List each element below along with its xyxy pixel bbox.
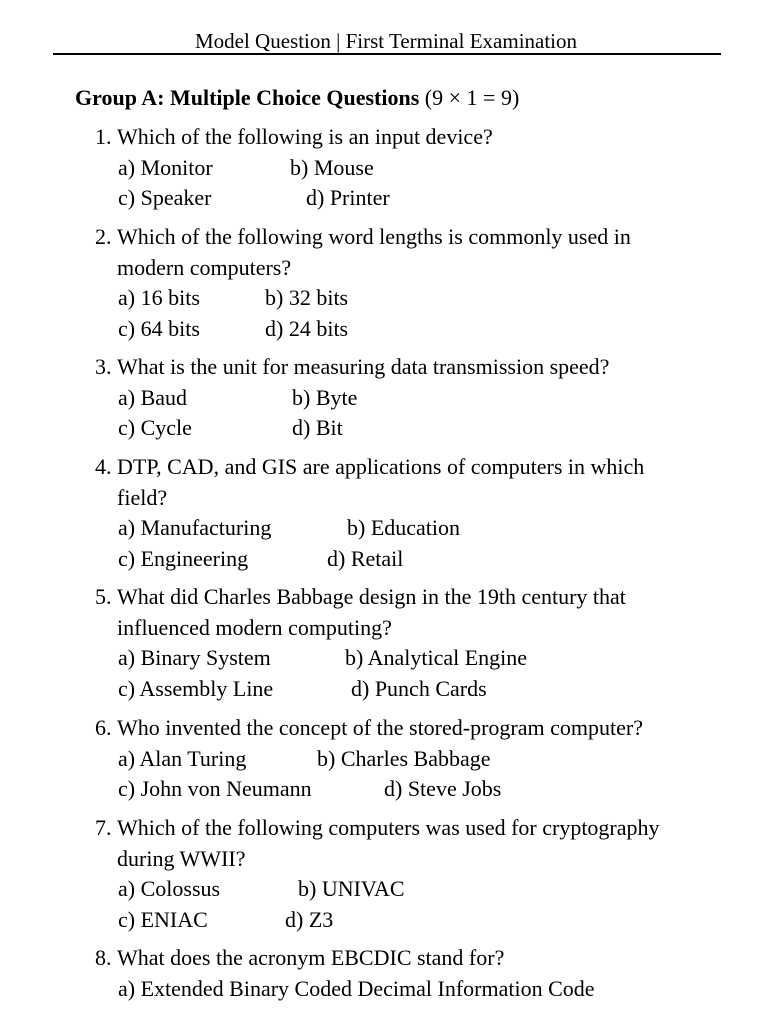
answer-option: a) 16 bits bbox=[118, 285, 200, 310]
question-number bbox=[95, 844, 117, 875]
question-text-line bbox=[95, 122, 715, 153]
question-number: 2. bbox=[95, 224, 112, 249]
question-text-line bbox=[95, 483, 715, 514]
question-number: 3. bbox=[95, 354, 112, 379]
question-text: Which of the following computers was used for cryptography bbox=[117, 815, 660, 840]
answer-option: c) John von Neumann bbox=[118, 776, 312, 801]
question-text: DTP, CAD, and GIS are applications of computers in which bbox=[117, 454, 645, 479]
answer-option: c) ENIAC bbox=[118, 906, 208, 932]
options-row bbox=[95, 544, 715, 575]
question-text: Which of the following is an input device? bbox=[117, 124, 493, 149]
section-heading bbox=[75, 84, 519, 112]
options-row bbox=[95, 153, 715, 184]
question-text-line bbox=[95, 452, 715, 483]
answer-option: b) Education bbox=[347, 515, 461, 540]
question-text: Which of the following word lengths is commonly used in bbox=[117, 224, 631, 249]
question-text-line bbox=[95, 613, 715, 644]
answer-option: a) Monitor bbox=[118, 154, 213, 180]
question-number: 7. bbox=[95, 815, 112, 840]
options-row bbox=[95, 643, 715, 674]
answer-option: a) Colossus bbox=[118, 876, 221, 901]
question-number: 5. bbox=[95, 584, 112, 609]
answer-option: d) Punch Cards bbox=[351, 675, 487, 701]
question-text-line bbox=[95, 253, 715, 284]
options-row bbox=[95, 974, 715, 1005]
question-number: 1. bbox=[95, 124, 112, 149]
question-text: field? bbox=[117, 484, 168, 510]
options-row bbox=[95, 183, 715, 214]
answer-option: a) Extended Binary Coded Decimal Information Code bbox=[118, 975, 595, 1001]
options-row bbox=[95, 513, 715, 544]
question-text-line bbox=[95, 222, 715, 253]
answer-option: b) Byte bbox=[292, 384, 358, 410]
question-number bbox=[95, 483, 117, 514]
answer-option: c) 64 bits bbox=[118, 315, 200, 341]
answer-option: c) Cycle bbox=[118, 415, 192, 440]
options-row bbox=[95, 744, 715, 775]
section-marks: (9 × 1 = 9) bbox=[424, 85, 520, 110]
question-text-line bbox=[95, 813, 715, 844]
options-row bbox=[95, 774, 715, 805]
question-2 bbox=[95, 222, 715, 344]
answer-option: b) Charles Babbage bbox=[317, 745, 491, 771]
question-8 bbox=[95, 943, 715, 1004]
question-text: What does the acronym EBCDIC stand for? bbox=[117, 945, 505, 970]
options-row bbox=[95, 874, 715, 905]
question-text: modern computers? bbox=[117, 254, 292, 280]
answer-option: a) Manufacturing bbox=[118, 515, 272, 540]
question-text-line bbox=[95, 582, 715, 613]
options-row bbox=[95, 383, 715, 414]
options-row bbox=[95, 314, 715, 345]
options-row bbox=[95, 674, 715, 705]
section-title: Group A: Multiple Choice Questions bbox=[75, 85, 420, 110]
answer-option: d) Z3 bbox=[285, 906, 334, 932]
question-number: 8. bbox=[95, 945, 112, 970]
question-text-line bbox=[95, 352, 715, 383]
question-5 bbox=[95, 582, 715, 704]
answer-option: b) Analytical Engine bbox=[345, 645, 528, 670]
header-divider bbox=[53, 53, 721, 55]
question-text-line bbox=[95, 943, 715, 974]
question-number: 4. bbox=[95, 454, 112, 479]
answer-option: a) Baud bbox=[118, 384, 188, 410]
question-number bbox=[95, 253, 117, 284]
question-4 bbox=[95, 452, 715, 574]
answer-option: a) Binary System bbox=[118, 645, 271, 670]
answer-option: a) Alan Turing bbox=[118, 745, 247, 771]
answer-option: d) 24 bits bbox=[265, 315, 349, 341]
answer-option: b) 32 bits bbox=[265, 285, 349, 310]
question-number bbox=[95, 613, 117, 644]
question-text-line bbox=[95, 844, 715, 875]
options-row bbox=[95, 413, 715, 444]
answer-option: d) Retail bbox=[327, 545, 404, 571]
question-7 bbox=[95, 813, 715, 935]
question-text: during WWII? bbox=[117, 845, 246, 871]
question-text: Who invented the concept of the stored-program computer? bbox=[117, 715, 643, 740]
answer-option: b) Mouse bbox=[290, 154, 374, 180]
answer-option: d) Printer bbox=[306, 185, 390, 210]
question-3 bbox=[95, 352, 715, 444]
question-text: What is the unit for measuring data transmission speed? bbox=[117, 354, 610, 379]
answer-option: c) Speaker bbox=[118, 185, 212, 210]
answer-option: b) UNIVAC bbox=[298, 876, 405, 901]
question-number: 6. bbox=[95, 715, 112, 740]
question-text: influenced modern computing? bbox=[117, 614, 392, 640]
options-row bbox=[95, 905, 715, 936]
question-6 bbox=[95, 713, 715, 805]
answer-option: d) Bit bbox=[292, 415, 343, 440]
answer-option: c) Assembly Line bbox=[118, 675, 274, 701]
answer-option: c) Engineering bbox=[118, 545, 249, 571]
answer-option: d) Steve Jobs bbox=[384, 776, 502, 801]
question-text: What did Charles Babbage design in the 19th century that bbox=[117, 584, 626, 609]
options-row bbox=[95, 283, 715, 314]
question-text-line bbox=[95, 713, 715, 744]
header-title: Model Question | First Terminal Examination bbox=[194, 29, 578, 53]
question-1 bbox=[95, 122, 715, 214]
